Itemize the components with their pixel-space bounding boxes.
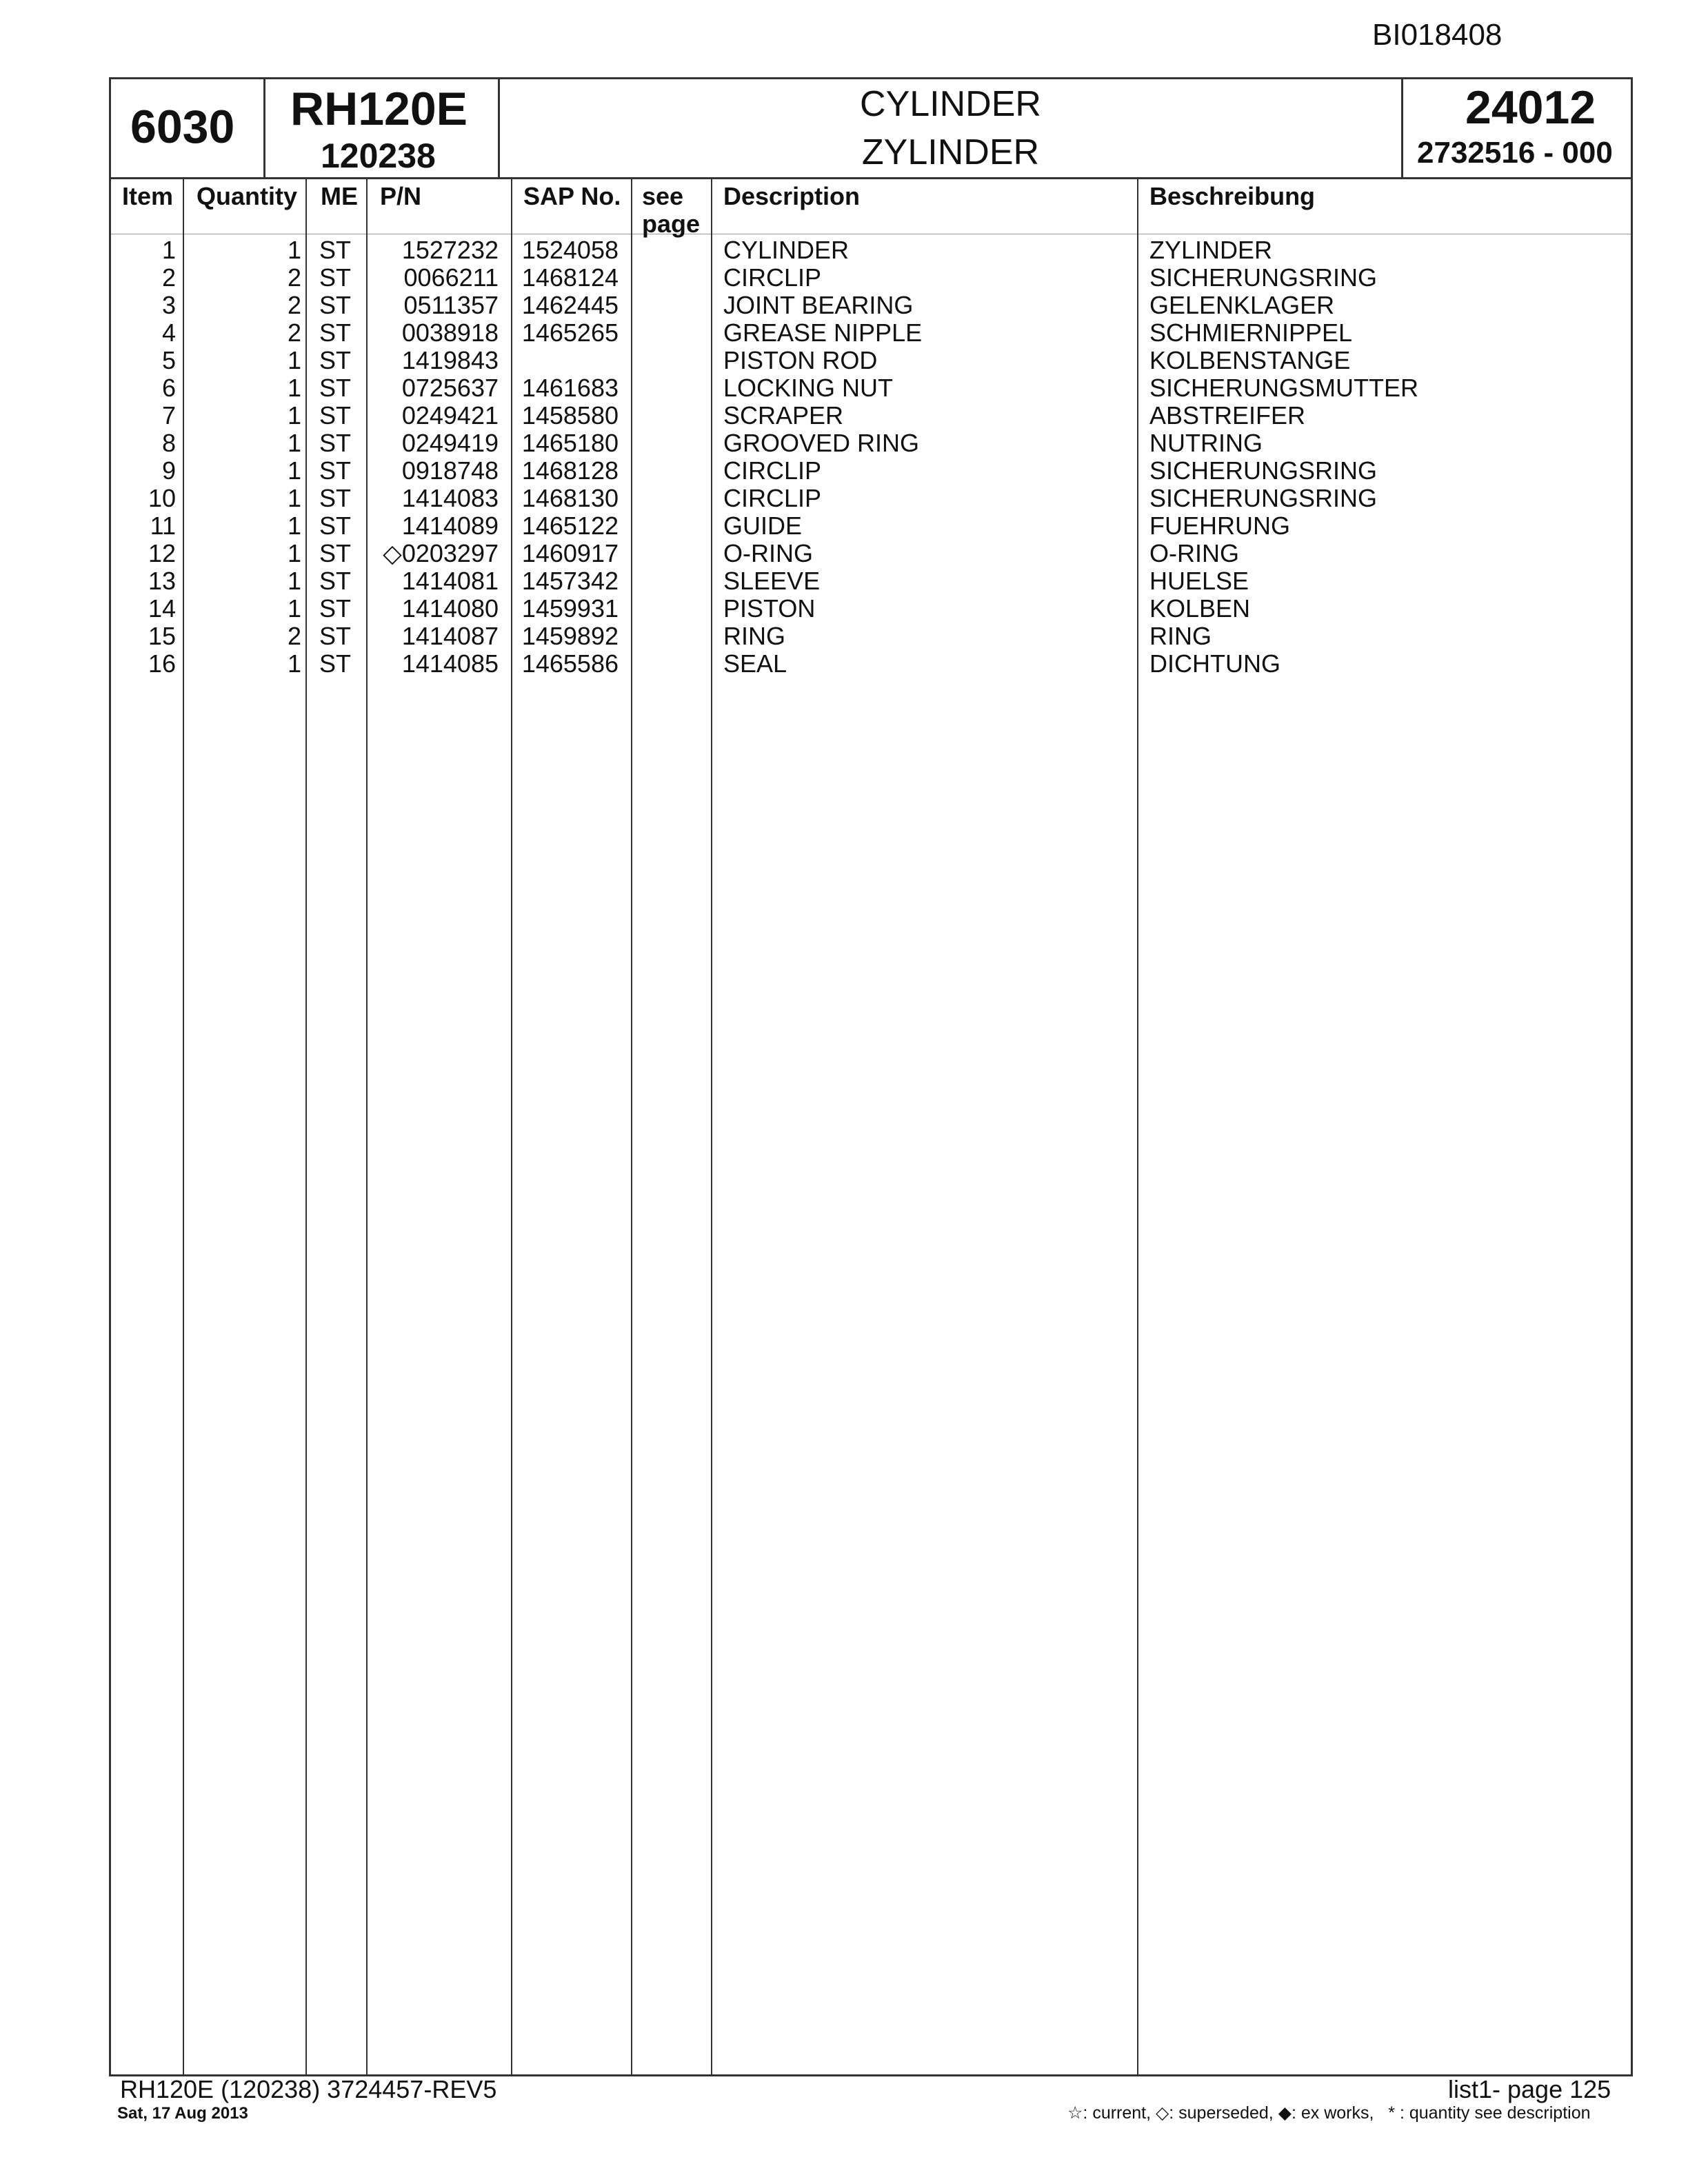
table-row [111,319,1631,347]
row-me: ST [319,318,352,347]
serial-number: 120238 [321,136,436,175]
col-pn: P/N [380,182,422,210]
row-beschreibung: ABSTREIFER [1149,401,1306,429]
col-description: Description [723,182,861,210]
row-item: 3 [161,291,176,319]
row-me: ST [319,263,352,292]
parts-list-frame [109,77,1633,2076]
row-me: ST [319,236,352,264]
row-quantity: 1 [287,236,301,264]
row-me: ST [319,622,352,650]
part-reference: 2732516 - 000 [1417,136,1613,170]
row-part-number: 0038918 [401,318,499,347]
row-part-number: ◇0203297 [383,539,499,567]
row-sap-number: 1457342 [521,567,619,595]
row-beschreibung: KOLBENSTANGE [1149,346,1351,374]
row-me: ST [319,567,352,595]
row-quantity: 1 [287,539,301,567]
row-description: PISTON [723,594,816,623]
parts-table-body [111,236,1631,678]
row-sap-number: 1460917 [521,539,619,567]
row-item: 1 [161,236,176,264]
row-beschreibung: SICHERUNGSRING [1149,484,1378,512]
row-description: GUIDE [723,512,803,540]
row-part-number: 1414083 [401,484,499,512]
row-description: GROOVED RING [723,429,920,457]
row-beschreibung: FUEHRUNG [1149,512,1290,540]
diamond-outline-icon: ◇ [1156,2103,1169,2123]
row-sap-number: 1468128 [521,456,619,485]
row-beschreibung: GELENKLAGER [1149,291,1335,319]
row-sap-number: 1468130 [521,484,619,512]
row-quantity: 2 [287,622,301,650]
row-item: 2 [161,263,176,292]
table-row [111,485,1631,512]
row-item: 9 [161,456,176,485]
table-row [111,512,1631,540]
row-sap-number: 1459931 [521,594,619,623]
row-quantity: 1 [287,346,301,374]
row-me: ST [319,484,352,512]
row-beschreibung: DICHTUNG [1149,649,1280,678]
row-description: O-RING [723,539,813,567]
row-me: ST [319,649,352,678]
row-me: ST [319,291,352,319]
model-name: RH120E [290,83,468,135]
col-beschreibung: Beschreibung [1149,182,1316,210]
assembly-number: 24012 [1465,81,1596,134]
row-beschreibung: SICHERUNGSRING [1149,263,1378,292]
row-sap-number: 1459892 [521,622,619,650]
model-cell [265,79,500,177]
column-header-row [111,177,1631,238]
row-beschreibung: O-RING [1149,539,1239,567]
row-description: CIRCLIP [723,456,822,485]
row-part-number: 1414089 [401,512,499,540]
row-sap-number: 1468124 [521,263,619,292]
col-see-page-line2: page [642,210,701,238]
row-description: CIRCLIP [723,263,822,292]
row-part-number: 1419843 [401,346,499,374]
row-description: CIRCLIP [723,484,822,512]
table-row [111,595,1631,623]
row-part-number: 1414080 [401,594,499,623]
row-item: 7 [161,401,176,429]
row-beschreibung: HUELSE [1149,567,1249,595]
row-item: 6 [161,374,176,402]
row-part-number: 0511357 [403,291,499,319]
footer-document-reference: RH120E (120238) 3724457-REV5 [120,2075,497,2103]
footer-legend [1067,2103,1591,2123]
row-description: LOCKING NUT [723,374,894,402]
table-row [111,457,1631,485]
row-item: 15 [148,622,176,650]
footer-page-number: list1- page 125 [1448,2075,1611,2103]
table-row [111,567,1631,595]
row-me: ST [319,429,352,457]
row-part-number: 0249421 [401,401,499,429]
col-see-page [642,183,700,238]
table-row [111,540,1631,567]
row-quantity: 1 [287,594,301,623]
row-beschreibung: KOLBEN [1149,594,1251,623]
table-row [111,650,1631,678]
row-sap-number: 1462445 [521,291,619,319]
row-me: ST [319,346,352,374]
col-item: Item [122,182,174,210]
group-number-cell [111,79,265,177]
title-german: ZYLINDER [861,132,1040,172]
table-row [111,374,1631,402]
title-cell [500,79,1403,177]
table-row [111,402,1631,429]
col-sap: SAP No. [523,182,621,210]
row-me: ST [319,512,352,540]
row-sap-number: 1465586 [521,649,619,678]
footer-date: Sat, 17 Aug 2013 [117,2104,248,2123]
row-item: 4 [161,318,176,347]
title-english: CYLINDER [860,84,1041,124]
row-quantity: 1 [287,374,301,402]
diamond-filled-icon: ◆ [1278,2103,1292,2123]
table-row [111,236,1631,264]
row-sap-number: 1458580 [521,401,619,429]
row-quantity: 1 [287,456,301,485]
row-quantity: 2 [287,318,301,347]
row-sap-number: 1465265 [521,318,619,347]
row-description: JOINT BEARING [723,291,914,319]
row-beschreibung: SCHMIERNIPPEL [1149,318,1353,347]
row-quantity: 2 [287,263,301,292]
row-item: 13 [148,567,176,595]
row-quantity: 1 [287,567,301,595]
row-me: ST [319,539,352,567]
row-quantity: 2 [287,291,301,319]
row-sap-number: 1465122 [521,512,619,540]
col-me: ME [321,182,358,210]
table-row [111,347,1631,374]
row-quantity: 1 [287,649,301,678]
row-part-number: 1527232 [401,236,499,264]
row-item: 5 [161,346,176,374]
table-row [111,292,1631,319]
row-part-number: 1414081 [401,567,499,595]
document-reference-code: BI018408 [1372,18,1503,52]
row-part-number: 0066211 [403,263,499,292]
col-see-page-line1: see [642,182,684,210]
table-row [111,264,1631,292]
row-item: 8 [161,429,176,457]
row-item: 12 [148,539,176,567]
row-item: 10 [148,484,176,512]
row-beschreibung: ZYLINDER [1149,236,1273,264]
row-description: GREASE NIPPLE [723,318,923,347]
row-part-number: 0249419 [401,429,499,457]
row-quantity: 1 [287,512,301,540]
row-item: 11 [150,512,176,540]
parts-list-header [111,79,1631,179]
row-me: ST [319,456,352,485]
row-quantity: 1 [287,484,301,512]
row-part-number: 1414087 [401,622,499,650]
row-description: SCRAPER [723,401,844,429]
legend-current: : current, [1083,2103,1152,2123]
row-part-number: 0725637 [401,374,499,402]
row-description: RING [723,622,785,650]
row-me: ST [319,374,352,402]
row-description: CYLINDER [723,236,850,264]
table-row [111,429,1631,457]
legend-superseded: : superseded, [1169,2103,1274,2123]
row-beschreibung: SICHERUNGSMUTTER [1149,374,1419,402]
assembly-cell [1403,79,1633,177]
row-me: ST [319,594,352,623]
row-item: 16 [148,649,176,678]
row-quantity: 1 [287,401,301,429]
legend-quantity: * : quantity see description [1388,2103,1591,2123]
row-part-number: 1414085 [401,649,499,678]
col-quantity: Quantity [197,182,298,210]
row-description: SEAL [723,649,787,678]
star-outline-icon: ☆ [1067,2103,1083,2123]
row-sap-number: 1461683 [521,374,619,402]
row-beschreibung: SICHERUNGSRING [1149,456,1378,485]
row-quantity: 1 [287,429,301,457]
group-number: 6030 [130,101,235,153]
legend-ex-works: : ex works, [1291,2103,1374,2123]
row-description: PISTON ROD [723,346,878,374]
row-me: ST [319,401,352,429]
table-row [111,623,1631,650]
row-part-number: 0918748 [401,456,499,485]
row-description: SLEEVE [723,567,821,595]
row-item: 14 [148,594,176,623]
row-beschreibung: RING [1149,622,1212,650]
row-beschreibung: NUTRING [1149,429,1263,457]
row-sap-number: 1524058 [521,236,619,264]
row-sap-number: 1465180 [521,429,619,457]
